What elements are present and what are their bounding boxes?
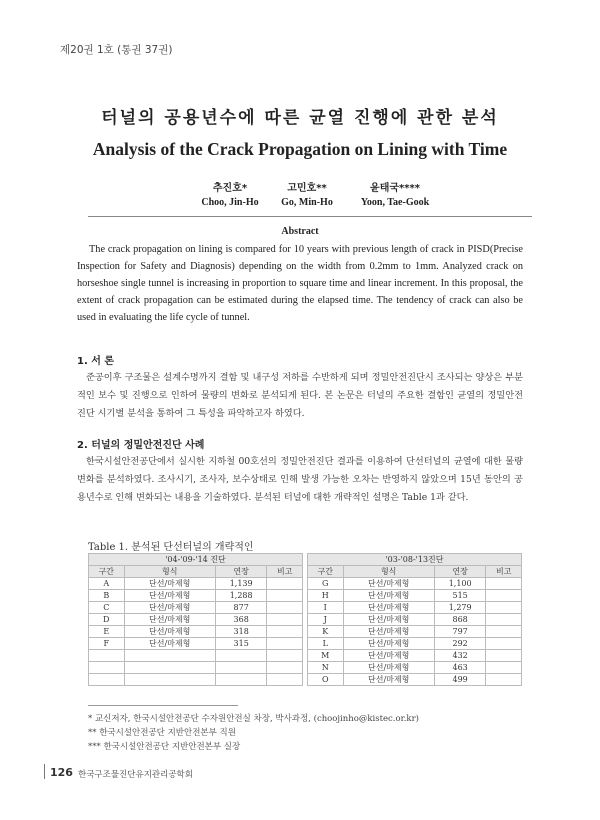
column-header: 연장 [215,566,267,578]
table-group-row [89,554,522,566]
cell-length: 368 [215,614,267,626]
cell-remarks [267,674,303,686]
title-korean: 터널의 공용년수에 따른 균열 진행에 관한 분석 [101,108,499,128]
table-row [89,650,522,662]
issue-info: 제20권 1호 (통권 37권) [60,44,173,56]
cell-remarks [267,602,303,614]
author-name-ko: 윤태국**** [370,183,420,194]
cell-section: C [89,602,125,614]
cell-remarks [267,662,303,674]
cell-section: M [307,650,343,662]
column-header: 비고 [267,566,303,578]
left-group-header: '04-'09-'14 진단 [89,554,303,566]
author-name-ko: 고민호** [287,183,327,194]
table-row [89,578,522,590]
column-header: 구간 [89,566,125,578]
table-row [89,638,522,650]
cell-type: 단선/마제형 [343,578,434,590]
cell-type: 단선/마제형 [124,626,215,638]
cell-length: 515 [434,590,486,602]
table-row [89,662,522,674]
cell-remarks [486,626,522,638]
footnote-2: ** 한국시설안전공단 지반안전본부 직원 [88,728,236,738]
section-1-heading: 1. 서 론 [77,356,115,367]
cell-section: D [89,614,125,626]
cell-section: L [307,638,343,650]
cell-remarks [486,674,522,686]
cell-type: 단선/마제형 [343,614,434,626]
cell-section: A [89,578,125,590]
cell-length: 499 [434,674,486,686]
tunnel-table [88,553,522,686]
cell-length [215,662,267,674]
cell-section [89,674,125,686]
cell-type: 단선/마제형 [343,674,434,686]
cell-length: 1,139 [215,578,267,590]
table-caption: Table 1. 분석된 단선터널의 개략적인 [88,542,254,553]
cell-length: 1,279 [434,602,486,614]
cell-length: 1,100 [434,578,486,590]
footnote-1: * 교신저자, 한국시설안전공단 수자원안전실 차장, 박사과정, (choojinho@kistec.or.kr) [88,714,419,724]
cell-remarks [486,614,522,626]
cell-section [89,650,125,662]
cell-section: K [307,626,343,638]
cell-type: 단선/마제형 [343,662,434,674]
cell-remarks [267,614,303,626]
page-number: 126 [50,766,73,779]
cell-type: 단선/마제형 [343,602,434,614]
footnote-divider [88,705,238,706]
cell-type: 단선/마제형 [343,638,434,650]
cell-length: 463 [434,662,486,674]
cell-length [215,674,267,686]
section-1-text: 준공이후 구조물은 설계수명까지 결함 및 내구성 저하를 수반하게 되며 정밀안전진단시 조사되는 양상은 부분적인 보수 및 진행으로 인하여 물량의 변화로 분석되게 된다. 본 논문은 터널의 주요한 결함인 균열의 정밀안전진단 시기별 분석을 통하여 그 특성을 파악하고자 하였다. [77,372,523,419]
cell-type: 단선/마제형 [124,578,215,590]
author-2 [262,179,352,208]
table-row [89,614,522,626]
author-name-en: Go, Min-Ho [281,197,333,208]
cell-section: F [89,638,125,650]
cell-section [89,662,125,674]
cell-section: H [307,590,343,602]
cell-length: 877 [215,602,267,614]
title-english: Analysis of the Crack Propagation on Lining with Time [92,139,508,159]
cell-type: 단선/마제형 [124,590,215,602]
journal-name: 한국구조물진단유지관리공학회 [78,770,193,780]
author-name-ko: 추진호* [212,183,248,194]
cell-length: 432 [434,650,486,662]
cell-length: 318 [215,626,267,638]
table-row [89,590,522,602]
cell-section: N [307,662,343,674]
header-divider [88,216,532,217]
cell-type [124,662,215,674]
cell-remarks [486,578,522,590]
cell-remarks [486,638,522,650]
cell-length: 797 [434,626,486,638]
cell-type: 단선/마제형 [124,638,215,650]
cell-type: 단선/마제형 [343,650,434,662]
author-3 [340,179,450,208]
cell-remarks [267,650,303,662]
cell-type: 단선/마제형 [124,614,215,626]
table-header-row [89,566,522,578]
cell-remarks [486,602,522,614]
cell-section: I [307,602,343,614]
table-row [89,674,522,686]
cell-remarks [486,650,522,662]
table-row [89,602,522,614]
cell-type [124,650,215,662]
page-number-bar [44,764,45,779]
cell-remarks [486,662,522,674]
column-header: 연장 [434,566,486,578]
cell-type [124,674,215,686]
author-name-en: Yoon, Tae-Gook [360,197,430,208]
footnote-3: *** 한국시설안전공단 지반안전본부 실장 [88,742,241,752]
cell-length: 315 [215,638,267,650]
abstract-text: The crack propagation on lining is compared for 10 years with previous length of crack in PISD(Precise Inspection for Safety and Diagnosis) depending on the width from 0.2mm to 1mm. Analyzed crack on horseshoe single tunnel is increasing in proportion to square time and linear increment. In this proposal, the extent of crack propagation can be estimated during the elapsed time. The tendency of crack can also be used in evaluating the life cycle of tunnel. [77,244,523,323]
section-2-text: 한국시설안전공단에서 실시한 지하철 00호선의 정밀안전진단 결과를 이용하여 단선터널의 균열에 대한 물량변화를 분석하였다. 조사시기, 조사자, 보수상태로 인해 발생 가능한 오차는 반영하지 않았으며 15년 동안의 공용년수로 인해 변화되는 내용을 기술하였다. 분석된 터널에 대한 개략적인 설명은 Table 1과 같다. [77,456,523,503]
right-group-header: '03-'08-'13진단 [307,554,521,566]
cell-length [215,650,267,662]
cell-length: 1,288 [215,590,267,602]
column-header: 형식 [124,566,215,578]
cell-remarks [267,638,303,650]
cell-length: 292 [434,638,486,650]
abstract-heading: Abstract [281,226,319,237]
cell-section: G [307,578,343,590]
cell-type: 단선/마제형 [343,626,434,638]
cell-section: O [307,674,343,686]
cell-remarks [267,590,303,602]
section-2-heading: 2. 터널의 정밀안전진단 사례 [77,440,205,451]
column-header: 형식 [343,566,434,578]
column-header: 비고 [486,566,522,578]
table-row [89,626,522,638]
cell-section: E [89,626,125,638]
cell-type: 단선/마제형 [343,590,434,602]
cell-remarks [267,626,303,638]
cell-length: 868 [434,614,486,626]
cell-remarks [486,590,522,602]
author-name-en: Choo, Jin-Ho [201,197,259,208]
cell-section: J [307,614,343,626]
cell-section: B [89,590,125,602]
cell-type: 단선/마제형 [124,602,215,614]
cell-remarks [267,578,303,590]
column-header: 구간 [307,566,343,578]
